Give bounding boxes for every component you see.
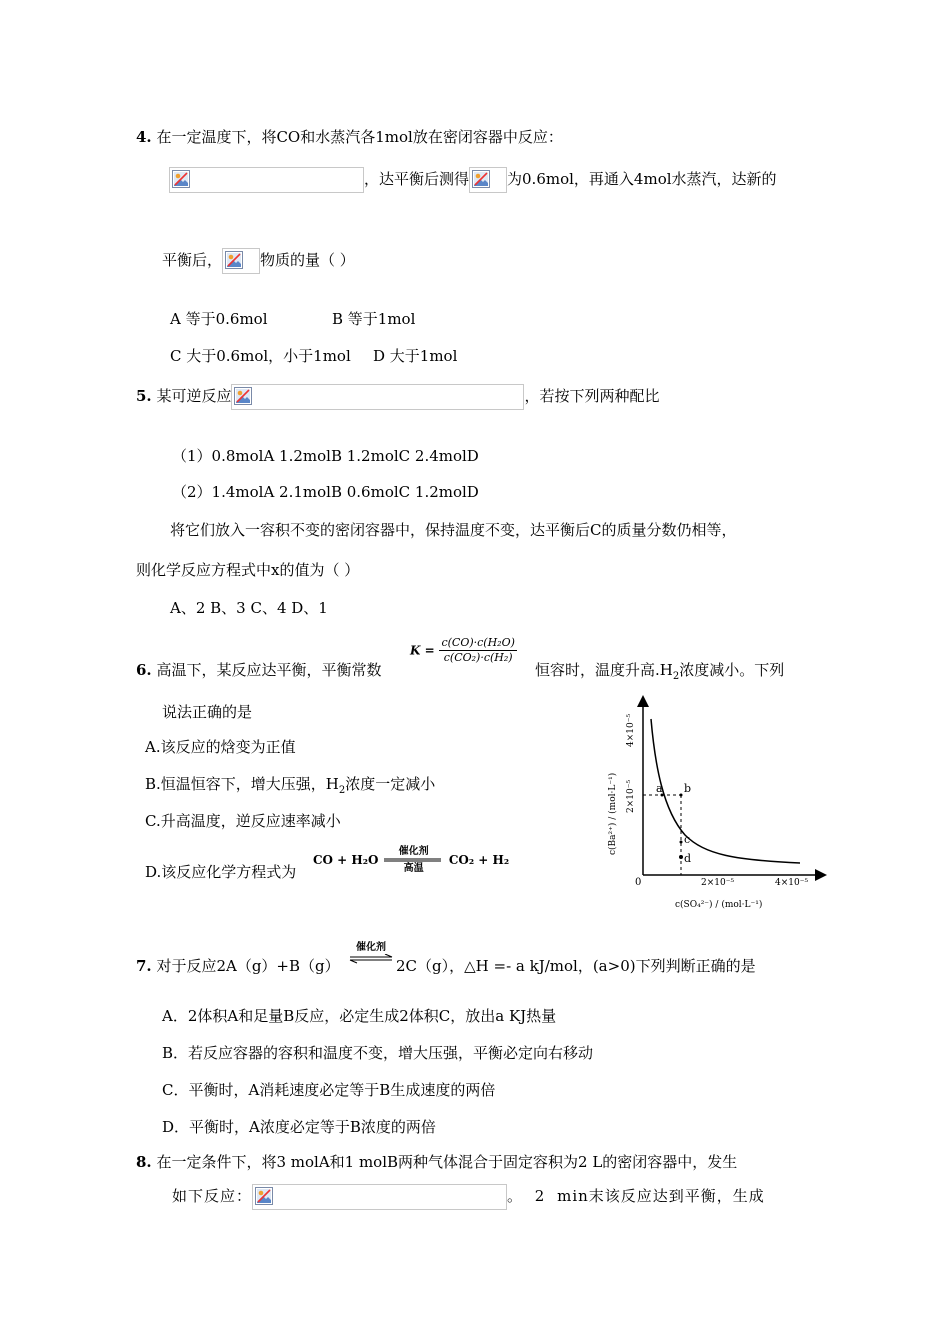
q8-line2: 如下反应： 。 2 min末该反应达到平衡，生成 — [172, 1184, 765, 1210]
equation-image-placeholder — [231, 384, 524, 410]
q7-option-d: D．平衡时，A浓度必定等于B浓度的两倍 — [162, 1118, 436, 1136]
broken-image-icon — [472, 170, 490, 188]
k-numerator: c(CO)·c(H₂O) — [441, 636, 515, 649]
q6-line2: 说法正确的是 — [162, 703, 253, 721]
equation-image-placeholder — [252, 1184, 507, 1210]
q6-option-b: B.恒温恒容下，增大压强，$H_2$浓度一定减小 — [145, 775, 436, 796]
q4-stem: 4. 在一定温度下，将CO和水蒸汽各1mol放在密闭容器中反应： — [136, 128, 563, 146]
y-axis-label: c(Ba²⁺) / (mol·L⁻¹) — [608, 772, 618, 855]
origin-label: 0 — [635, 877, 642, 888]
point-b — [680, 794, 683, 797]
x-tick-4e-5: 4×10⁻⁵ — [775, 878, 809, 888]
broken-image-icon — [225, 251, 243, 269]
point-label-b: b — [684, 782, 692, 795]
q5-item-2: （2）1.4molA 2.1molB 0.6molC 1.2molD — [172, 483, 479, 501]
q5-stem: 5. 某可逆反应 ，若按下列两种配比 — [136, 384, 659, 410]
equilibrium-arrow-icon — [349, 954, 393, 964]
q6-reaction-equation: CO + H₂O 催化剂 高温 CO₂ + H₂ — [313, 846, 510, 874]
q5-paragraph-2: 则化学反应方程式中x的值为（ ） — [136, 561, 360, 579]
q7-option-b: B．若反应容器的容积和温度不变，增大压强，平衡必定向右移动 — [162, 1044, 594, 1062]
point-label-c: c — [684, 833, 691, 846]
y-tick-2e-5: 2×10⁻⁵ — [626, 779, 636, 813]
x-axis-label: c(SO₄²⁻) / (mol·L⁻¹) — [675, 900, 763, 910]
q7-stem: 7. 对于反应2A（g）+B（g） — [136, 957, 340, 975]
point-c — [680, 841, 683, 844]
q5-paragraph: 将它们放入一容积不变的密闭容器中，保持温度不变，达平衡后C的质量分数仍相等， — [170, 521, 737, 539]
k-denominator: c(CO₂)·c(H₂) — [443, 651, 513, 664]
formula-image-placeholder — [222, 248, 260, 274]
q6-option-c: C.升高温度，逆反应速率减小 — [145, 812, 341, 830]
q4-option-d: D 大于1mol — [373, 347, 458, 365]
broken-image-icon — [255, 1187, 273, 1205]
broken-image-icon — [234, 387, 252, 405]
solubility-curve — [651, 719, 800, 863]
q4-line2: ，达平衡后测得 为0.6mol，再通入4mol水蒸汽，达新的 — [169, 167, 777, 193]
equation-image-placeholder — [169, 167, 364, 193]
x-tick-2e-5: 2×10⁻⁵ — [701, 878, 735, 888]
broken-image-icon — [172, 170, 190, 188]
q7-stem-cont: 2C（g），△H =- a kJ/mol，(a>0)下列判断正确的是 — [396, 957, 756, 975]
q7-option-c: C．平衡时，A消耗速度必定等于B生成速度的两倍 — [162, 1081, 496, 1099]
q6-stem-cont: 恒容时，温度升高$.H_2$浓度减小。下列 — [535, 661, 785, 682]
q5-item-1: （1）0.8molA 1.2molB 1.2molC 2.4molD — [172, 447, 479, 465]
point-label-d: d — [684, 852, 692, 865]
q6-stem: 6. 高温下，某反应达平衡，平衡常数 — [136, 661, 382, 679]
solubility-curve-figure — [595, 695, 835, 920]
q7-catalyst-arrow: 催化剂 — [349, 942, 393, 964]
q8-stem: 8. 在一定条件下，将3 molA和1 molB两种气体混合于固定容积为2 L的密闭容器中，发生 — [136, 1153, 738, 1171]
q5-options: A、2 B、3 C、4 D、1 — [170, 599, 328, 617]
q6-option-d: D.该反应化学方程式为 — [145, 863, 297, 881]
point-label-a: a — [656, 782, 663, 795]
q4-option-c: C 大于0.6mol，小于1mol — [170, 347, 351, 365]
q4-option-b: B 等于1mol — [332, 310, 416, 328]
q6-option-a: A.该反应的焓变为正值 — [145, 738, 296, 756]
q7-option-a: A．2体积A和足量B反应，必定生成2体积C，放出a KJ热量 — [162, 1007, 557, 1025]
q4-line3: 平衡后， 物质的量（ ） — [162, 248, 355, 274]
y-tick-4e-5: 4×10⁻⁵ — [626, 713, 636, 747]
point-d — [679, 855, 683, 859]
q4-option-a: A 等于0.6mol — [170, 310, 268, 328]
formula-image-placeholder — [469, 167, 507, 193]
equilibrium-constant-formula: K = $\frac{\text{c(CO)·c(H₂O)}}{\text{c(CO₂)·c(H₂)}}$ — [410, 636, 515, 664]
